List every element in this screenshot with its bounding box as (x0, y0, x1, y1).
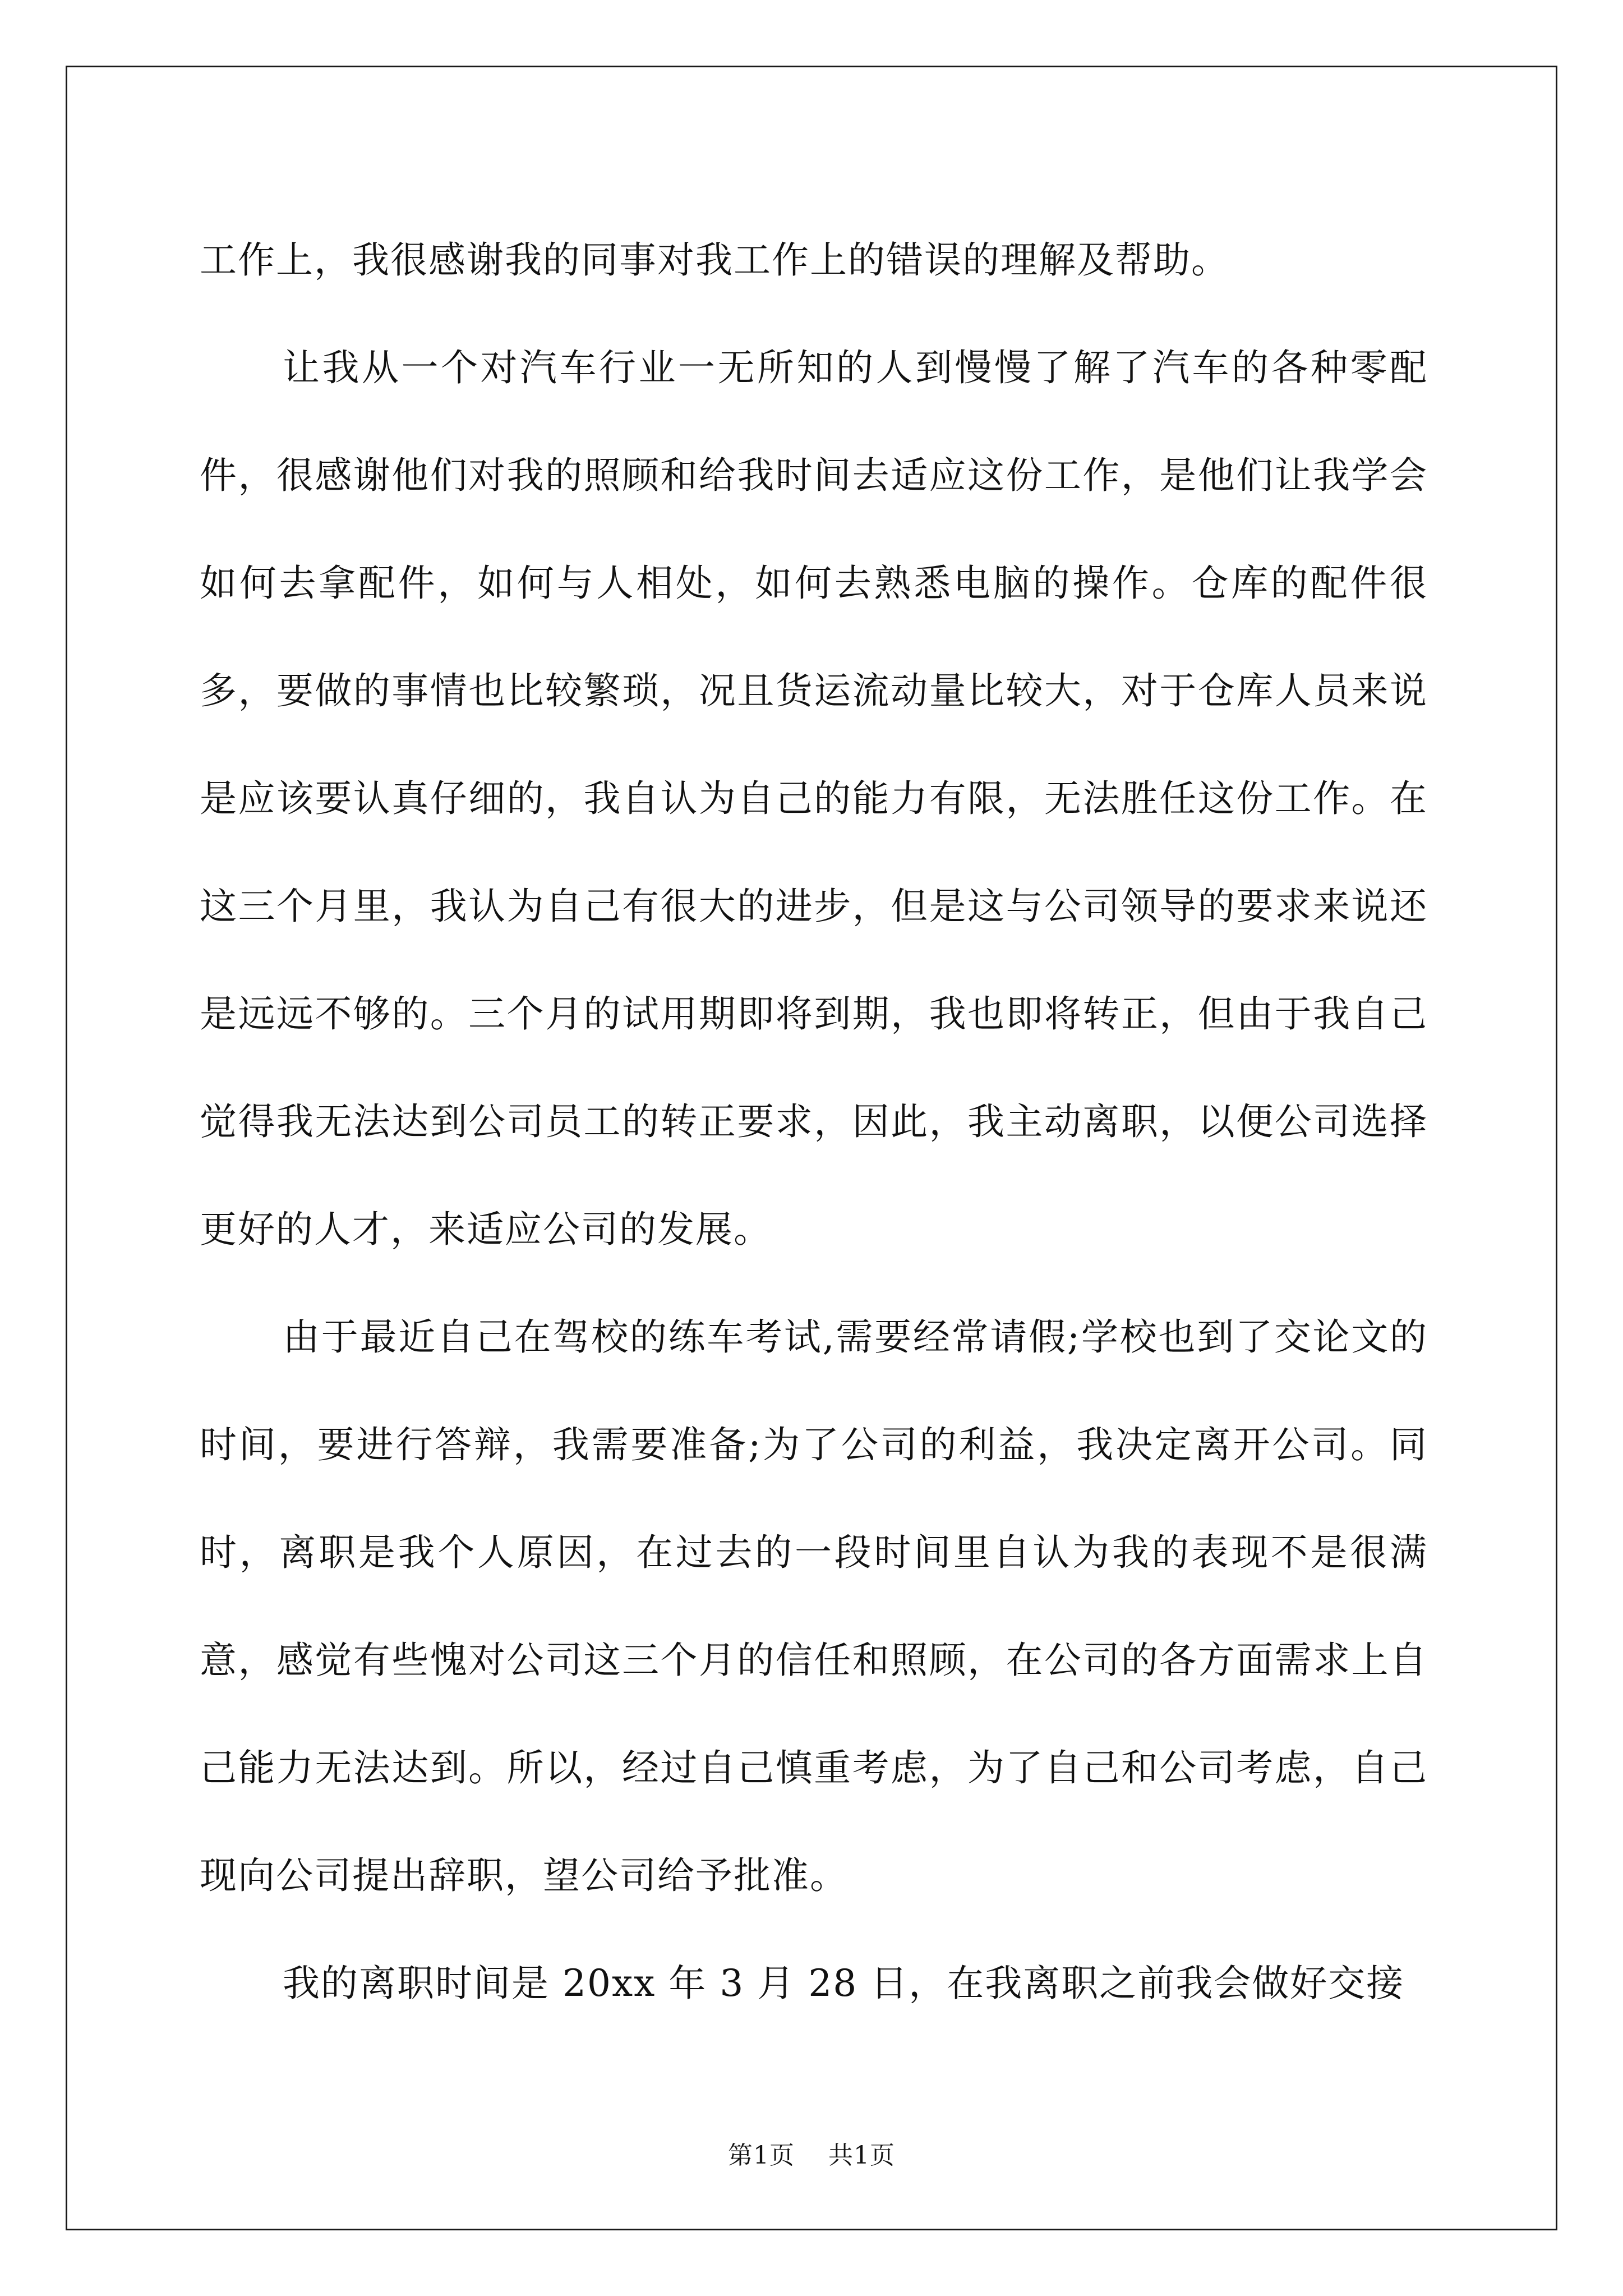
document-body (200, 206, 1428, 2037)
footer-spacer (795, 2141, 828, 2170)
paragraph-2: 让我从一个对汽车行业一无所知的人到慢慢了解了汽车的各种零配件，很感谢他们对我的照顾和给我时间去适应这份工作，是他们让我学会如何去拿配件，如何与人相处，如何去熟悉电脑的操作。仓库的配件很多，要做的事情也比较繁琐，况且货运流动量比较大，对于仓库人员来说是应该要认真仔细的，我自认为自己的能力有限，无法胜任这份工作。在这三个月里，我认为自己有很大的进步，但是这与公司领导的要求来说还是远远不够的。三个月的试用期即将到期，我也即将转正，但由于我自己觉得我无法达到公司员工的转正要求，因此，我主动离职，以便公司选择更好的人才，来适应公司的发展。 (200, 346, 1428, 1251)
paragraph-3: 由于最近自己在驾校的练车考试,需要经常请假;学校也到了交论文的时间，要进行答辩，我需要准备;为了公司的利益，我决定离开公司。同时，离职是我个人原因，在过去的一段时间里自认为我的表现不是很满意，感觉有些愧对公司这三个月的信任和照顾，在公司的各方面需求上自己能力无法达到。所以，经过自己慎重考虑，为了自己和公司考虑，自己现向公司提出辞职，望公司给予批准。 (200, 1315, 1428, 1897)
page-number-current: 第1页 (728, 2141, 795, 2170)
page-number-total: 共1页 (828, 2141, 895, 2170)
page-footer (0, 2135, 1623, 2171)
paragraph-4: 我的离职时间是 20xx 年 3 月 28 日，在我离职之前我会做好交接 (283, 1962, 1405, 2005)
paragraph-1: 工作上，我很感谢我的同事对我工作上的错误的理解及帮助。 (200, 238, 1229, 282)
